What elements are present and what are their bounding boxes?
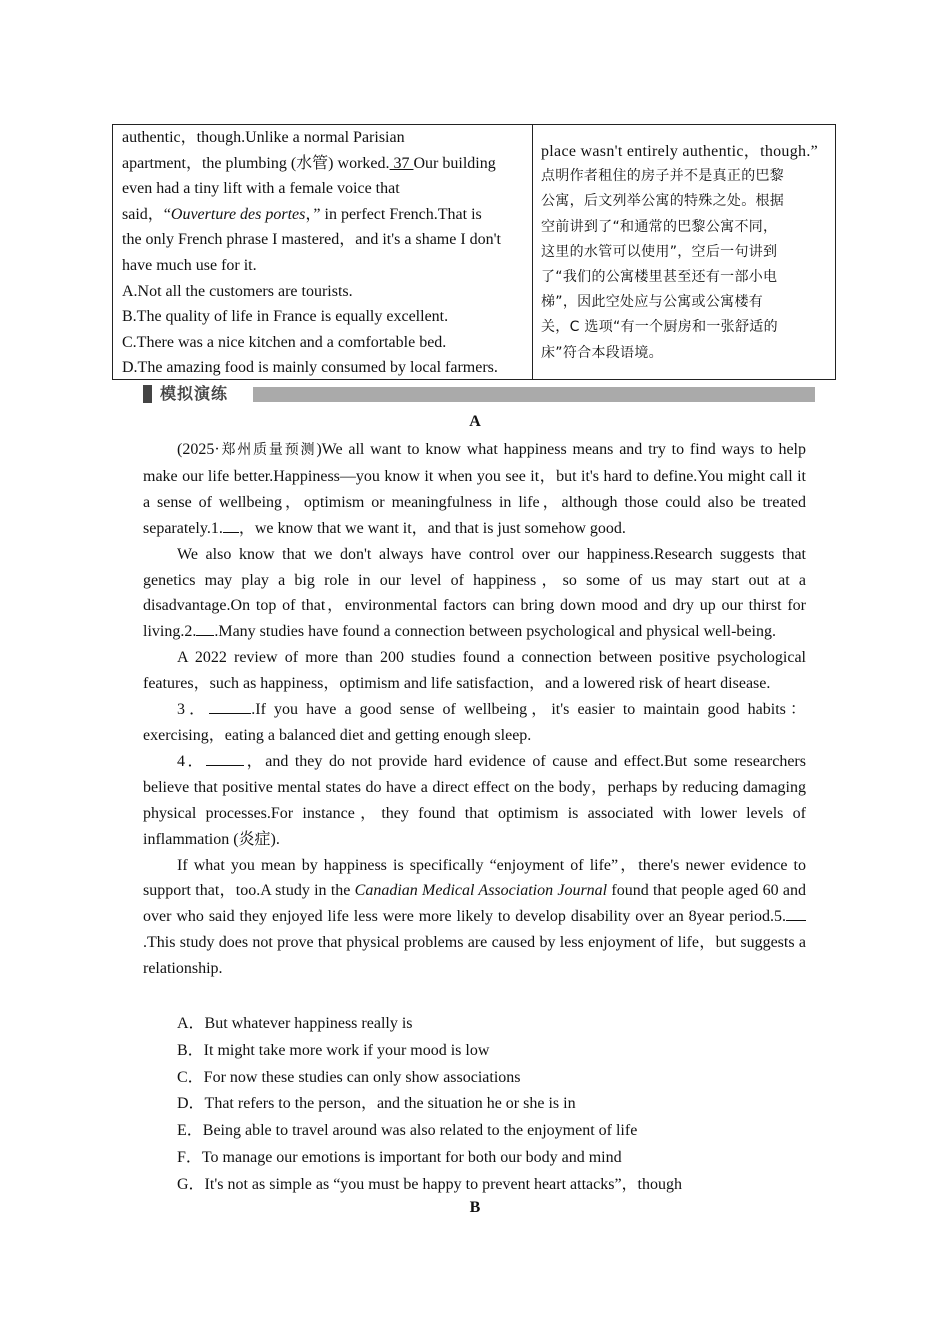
table-option: D.The amazing food is mainly consumed by local farmers. [122,359,498,377]
option-e: E．Being able to travel around was also related to the enjoyment of life [177,1122,638,1140]
paragraph: If what you mean by happiness is specifically “enjoyment of life”，there's newer evidence to support that，too.A study in the Canadian Medical Association Journal found that people aged 60 and over who said they enjoyed life less were more likely to develop disability over an 8year period.5..This study does not prove that physical problems are caused by less enjoyment of life，but suggests a relationship. [143,856,807,978]
paragraph: (2025·郑州质量预测)We all want to know what happiness means and try to find ways to help make our life better.Happiness—you know it when you see it，but it's hard to define.You might call it a sense of wellbeing，optimism or meaningfulness in life，although those could also be treated separately.1. ，we know that we want it，and that is just somehow good. [143,441,807,537]
table-option: B.The quality of life in France is equally excellent. [122,308,449,326]
paragraph: 3． .If you have a good sense of wellbeing，it's easier to maintain good habits：exercising，eating a balanced diet and getting enough sleep. [143,701,806,744]
blank-1 [223,518,239,533]
table-divider [532,125,533,379]
option-c: C．For now these studies can only show associations [177,1068,521,1086]
table-option: A.Not all the customers are tourists. [122,282,353,300]
table-option: C.There was a nice kitchen and a comfortable bed. [122,333,447,351]
paragraph: 4． ，and they do not provide hard evidence of cause and effect.But some researchers believe that positive mental states do have a direct effect on the body，perhaps by reducing damaging physical processes.For instance，they found that optimism is associated with lower levels of inflammation (炎症). [143,752,806,848]
explanation-line: 了“我们的公寓楼里甚至还有一部小电 [541,269,778,286]
paragraph: A 2022 review of more than 200 studies found a connection between positive psychological features，such as happiness，optimism and life satisfaction，and a lowered risk of heart disease. [143,649,806,693]
blank-5 [786,906,806,921]
passage-line: apartment，the plumbing (水管) worked. 37 Our building [122,154,496,172]
option-a: A．But whatever happiness really is [177,1015,413,1032]
section-rule [253,387,815,402]
section-header [143,384,815,404]
passage-line: said，“Ouverture des portes，” in perfect French.That is [122,205,482,223]
paragraph: We also know that we don't always have control over our happiness.Research suggests that genetics may play a big role in our level of happiness，so some of us may start out at a disadvantage.On top of that，environmental factors can bring down mood and dry up our thirst for living.2. .Many studies have found a connection between psychological and physical well-being. [143,545,806,641]
option-d: D．That refers to the person，and the situation he or she is in [177,1095,576,1113]
explanation-cell [541,139,829,366]
blank-3 [209,699,251,714]
section-marker [143,385,152,403]
passage-line: authentic，though.Unlike a normal Parisian [122,129,405,146]
explanation-line: 公寓，后文列举公寓的特殊之处。根据 [541,193,785,210]
explanation-line: 床”符合本段语境。 [541,344,663,361]
passage-a [143,437,806,982]
explanation-line: place wasn't entirely authentic，though.” [541,143,819,160]
passage-line: even had a tiny lift with a female voice that [122,180,400,198]
blank-4 [206,751,244,766]
answer-options [177,1011,682,1199]
passage-line: the only French phrase I mastered，and it's a shame I don't [122,231,501,249]
passage-cell [122,125,527,381]
blank-2 [196,621,214,636]
explanation-line: 这里的水管可以使用”，空后一句讲到 [541,243,778,260]
passage-line: have much use for it. [122,256,257,274]
option-f: F．To manage our emotions is important for both our body and mind [177,1148,622,1166]
explanation-table [112,124,836,380]
option-g: G．It's not as simple as “you must be happy to prevent heart attacks”，though [177,1175,682,1193]
explanation-line: 梯”，因此空处应与公寓或公寓楼有 [541,294,764,311]
blank-37: 37 [389,154,414,172]
section-title: 模拟演练 [160,384,229,403]
passage-heading-b: B [469,1199,481,1216]
passage-heading-a: A [469,413,481,430]
explanation-line: 空前讲到了“和通常的巴黎公寓不同， [541,218,778,235]
option-b: B．It might take more work if your mood is low [177,1041,490,1059]
explanation-line: 点明作者租住的房子并不是真正的巴黎 [541,168,785,185]
explanation-line: 关，C 选项“有一个厨房和一张舒适的 [541,319,778,336]
